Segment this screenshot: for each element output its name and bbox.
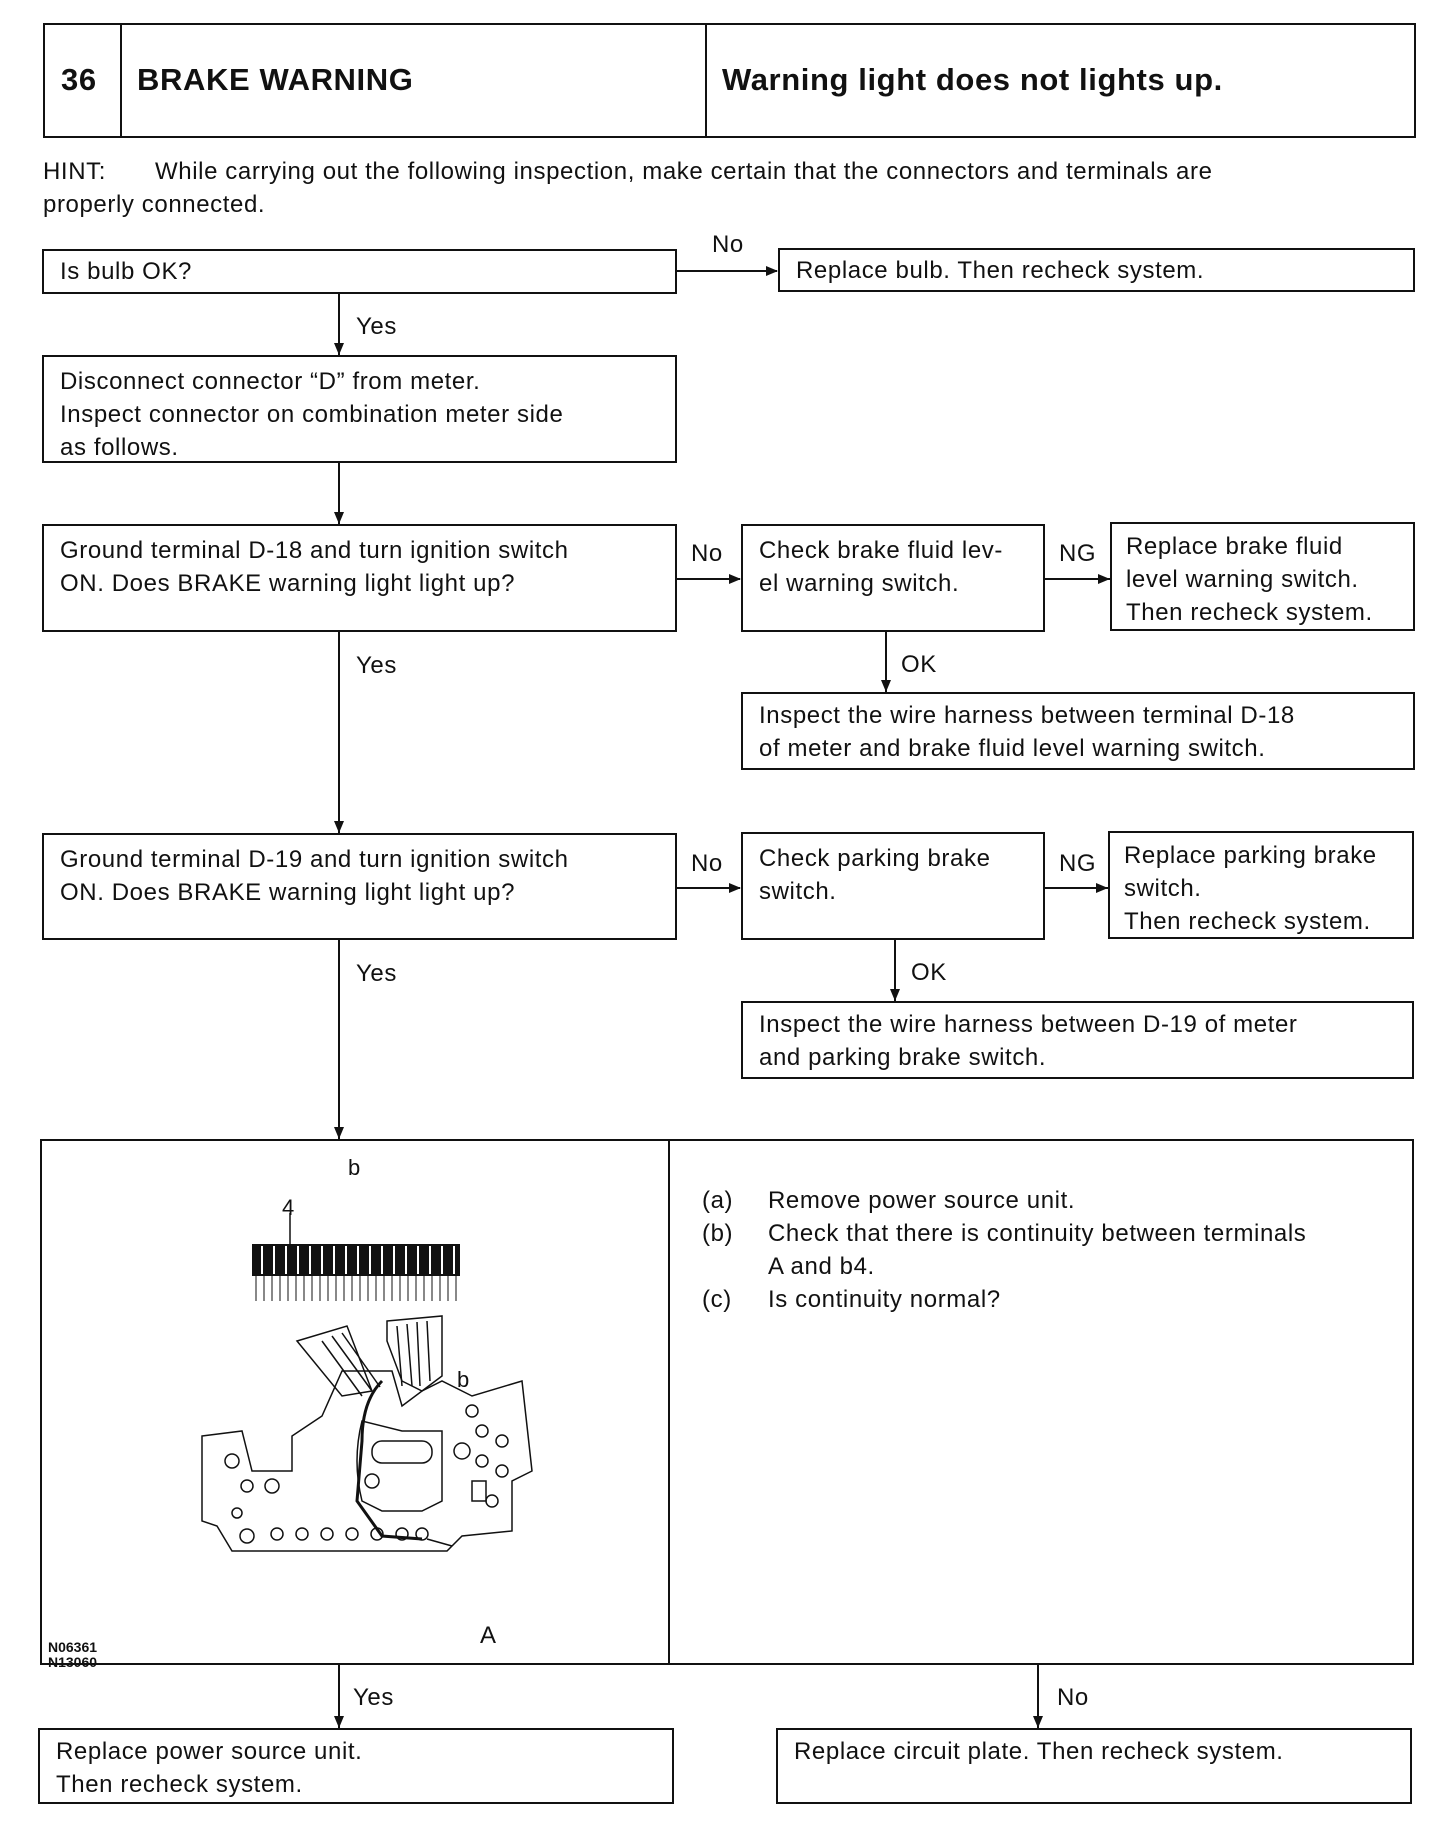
q4-ok-line: and parking brake switch. — [759, 1044, 1047, 1071]
step2-line: Inspect connector on combination meter side — [60, 401, 564, 428]
final-no-label: No — [1057, 1684, 1089, 1711]
inspection-box — [40, 1139, 1414, 1670]
q3-line: Ground terminal D-18 and turn ignition switch — [60, 537, 569, 564]
q4-ok-line: Inspect the wire harness between D-19 of meter — [759, 1011, 1298, 1038]
q4-box — [42, 833, 677, 940]
figure-label-b: b — [457, 1367, 470, 1392]
step2-line: Disconnect connector “D” from meter. — [60, 368, 481, 395]
q3-yes-label: Yes — [356, 652, 397, 679]
replace-bulb-text: Replace bulb. Then recheck system. — [796, 257, 1205, 284]
q4-ok-action-box — [741, 1001, 1414, 1079]
q1-yes-label: Yes — [356, 313, 397, 340]
q1-no-label: No — [712, 231, 744, 258]
q4-ng-label: NG — [1059, 850, 1097, 877]
hint-text-2: properly connected. — [43, 191, 266, 218]
step-text: Check that there is continuity between terminals — [768, 1220, 1307, 1247]
hint-text: While carrying out the following inspection, make certain that the connectors and terminals are — [155, 158, 1213, 185]
section-number: 36 — [61, 62, 97, 97]
q4-no-label: No — [691, 850, 723, 877]
step-mark: (a) — [702, 1187, 734, 1214]
q4-ok-label: OK — [911, 959, 947, 986]
section-title: BRAKE WARNING — [137, 62, 414, 97]
q3-box — [42, 524, 677, 632]
final-yes-label: Yes — [353, 1684, 394, 1711]
symptom-title: Warning light does not lights up. — [722, 62, 1223, 97]
figure-label-b-top: b — [348, 1155, 361, 1180]
step2-line: as follows. — [60, 434, 179, 461]
final-no-action-box — [776, 1728, 1412, 1804]
q4-line: Ground terminal D-19 and turn ignition switch — [60, 846, 569, 873]
final-yes-line: Then recheck system. — [56, 1771, 303, 1798]
step2-box — [42, 355, 677, 463]
step-text: Is continuity normal? — [768, 1286, 1001, 1313]
q3-ok-label: OK — [901, 651, 937, 678]
figure-label-4: 4 — [282, 1195, 295, 1220]
highlighted-trace — [357, 1381, 422, 1539]
figure-code-2: N13060 — [48, 1654, 98, 1670]
q4-ng-line: Then recheck system. — [1124, 908, 1371, 935]
final-yes-line: Replace power source unit. — [56, 1738, 363, 1765]
q3-ng-line: Then recheck system. — [1126, 599, 1373, 626]
q3-line: ON. Does BRAKE warning light light up? — [60, 570, 516, 597]
q3-check-line: Check brake fluid lev- — [759, 537, 1003, 564]
step-text: Remove power source unit. — [768, 1187, 1076, 1214]
inspection-steps — [702, 1184, 1306, 1316]
replace-bulb-box — [778, 248, 1415, 292]
connector-b-icon — [252, 1213, 460, 1301]
q3-check-box — [741, 524, 1045, 632]
q3-no-label: No — [691, 540, 723, 567]
q4-check-line: Check parking brake — [759, 845, 991, 872]
q1-box — [42, 249, 677, 294]
q3-ok-action-box — [741, 692, 1415, 770]
q3-ok-line: Inspect the wire harness between terminal D-18 — [759, 702, 1295, 729]
q4-check-line: switch. — [759, 878, 837, 905]
final-no-text: Replace circuit plate. Then recheck system. — [794, 1738, 1284, 1765]
q3-ng-line: Replace brake fluid — [1126, 533, 1343, 560]
q4-ng-action-box — [1108, 831, 1414, 939]
step-mark: (c) — [702, 1286, 732, 1313]
figure-label-a: A — [480, 1622, 497, 1649]
circuit-plate-illustration — [42, 1141, 668, 1663]
q3-check-line: el warning switch. — [759, 570, 960, 597]
q4-yes-label: Yes — [356, 960, 397, 987]
q1-text: Is bulb OK? — [60, 258, 193, 285]
q3-ng-action-box — [1110, 522, 1415, 631]
figure-code-1: N06361 — [48, 1639, 98, 1655]
q3-ng-line: level warning switch. — [1126, 566, 1359, 593]
q4-check-box — [741, 832, 1045, 940]
step-text: A and b4. — [768, 1253, 875, 1280]
step-item — [702, 1184, 1306, 1217]
q4-line: ON. Does BRAKE warning light light up? — [60, 879, 516, 906]
hint-label: HINT: — [43, 158, 106, 185]
step-item — [702, 1283, 1306, 1316]
q3-ng-label: NG — [1059, 540, 1097, 567]
header-box — [43, 23, 1416, 138]
final-yes-action-box — [38, 1728, 674, 1804]
q4-ng-line: Replace parking brake — [1124, 842, 1377, 869]
step-item — [702, 1217, 1306, 1283]
q4-ng-line: switch. — [1124, 875, 1202, 902]
q3-ok-line: of meter and brake fluid level warning switch. — [759, 735, 1266, 762]
step-mark: (b) — [702, 1220, 734, 1247]
